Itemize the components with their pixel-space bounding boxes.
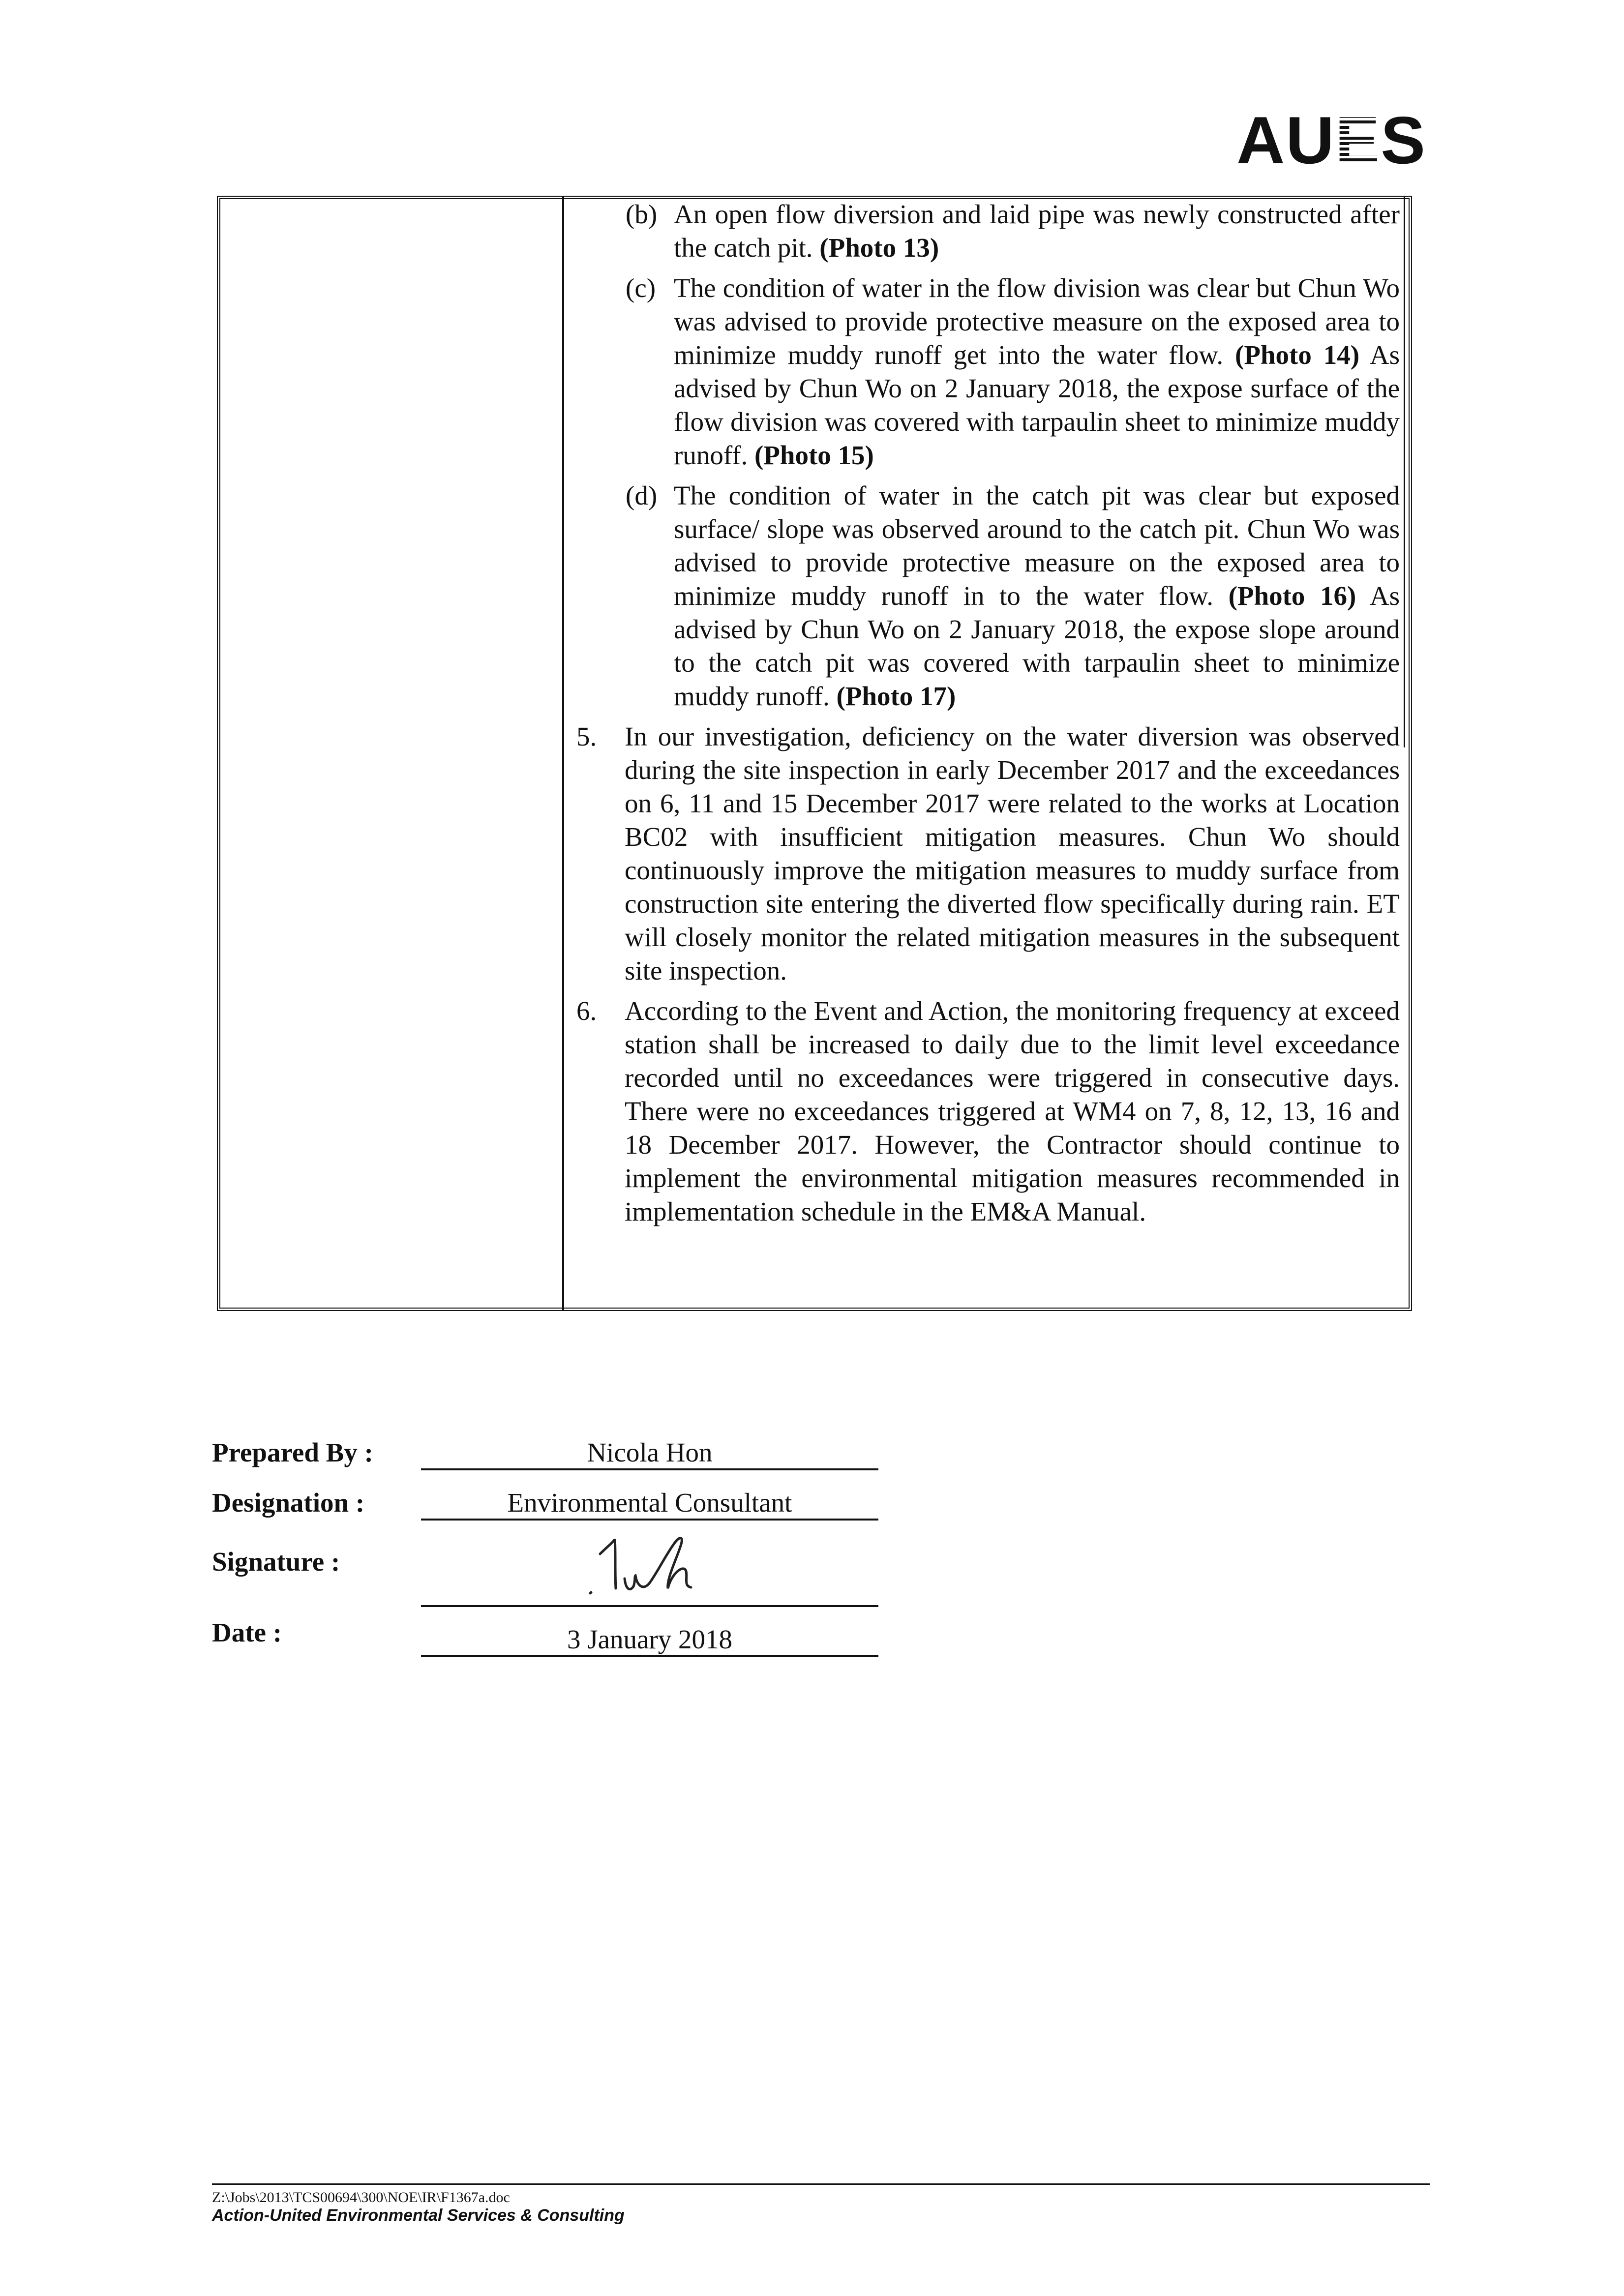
photo-reference: (Photo 15): [754, 440, 874, 470]
handwritten-signature: [580, 1524, 728, 1603]
list-text: According to the Event and Action, the monitoring frequency at exceed station shall be increased to daily due to the limit level exceedance recorded until no exceedances were triggered in consecutive days. There were no exceedances triggered at WM4 on 7, 8, 12, 13, 16 and 18 December 2017. However, the Contractor should continue to implement the environmental mitigation measures recommended in implementation schedule in the EM&A Manual.: [625, 996, 1400, 1226]
photo-reference: (Photo 16): [1228, 581, 1356, 611]
designation-label: Designation :: [212, 1488, 365, 1518]
photo-reference: (Photo 17): [836, 681, 956, 711]
designation-value: Environmental Consultant: [507, 1488, 792, 1518]
photo-reference: (Photo 14): [1235, 340, 1360, 370]
list-item-b: [575, 198, 1400, 265]
list-text: The condition of water in the catch pit was clear but exposed surface/ slope was observed around to the catch pit. Chun Wo was advised to provide protective measure on the exposed area to minimize muddy runoff in to the water flow. (Photo 16) As advised by Chun Wo on 2 January 2018, the expose slope around to the catch pit was covered with tarpaulin sheet to minimize muddy runoff. (Photo 17): [674, 480, 1400, 711]
list-text: An open flow diversion and laid pipe was newly constructed after the catch pit. (Photo 13): [674, 199, 1400, 263]
list-label: (d): [626, 480, 658, 510]
inner-box-border: [1404, 197, 1405, 747]
prepared-by-value: Nicola Hon: [587, 1437, 713, 1467]
prepared-by-label: Prepared By :: [212, 1437, 373, 1467]
list-item-d: [575, 479, 1400, 713]
prepared-by-line: [421, 1437, 878, 1470]
list-number: 5.: [576, 721, 597, 751]
date-line: [421, 1624, 878, 1657]
list-text: The condition of water in the flow division was clear but Chun Wo was advised to provide protective measure on the exposed area to minimize muddy runoff get into the water flow. (Photo 14) As advised by Chun Wo on 2 January 2018, the expose surface of the flow division was covered with tarpaulin sheet to minimize muddy runoff. (Photo 15): [674, 273, 1400, 470]
date-value: 3 January 2018: [567, 1624, 733, 1654]
list-label: (c): [626, 273, 656, 303]
photo-reference: (Photo 13): [819, 233, 939, 263]
company-logo: AUES: [1236, 103, 1426, 178]
signature-label: Signature :: [212, 1547, 340, 1577]
list-item-6: [575, 994, 1400, 1228]
list-item-5: [575, 720, 1400, 987]
list-label: (b): [626, 199, 658, 229]
list-number: 6.: [576, 996, 597, 1026]
date-label: Date :: [212, 1617, 282, 1647]
list-text: In our investigation, deficiency on the water diversion was observed during the site inspection in early December 2017 and the exceedances on 6, 11 and 15 December 2017 were related to the works at Location BC02 with insufficient mitigation measures. Chun Wo should continuously improve the mitigation measures to muddy surface from construction site entering the diverted flow specifically during rain. ET will closely monitor the related mitigation measures in the subsequent site inspection.: [625, 721, 1400, 985]
footer-company-name: Action-United Environmental Services & Consulting: [212, 2206, 625, 2225]
table-content-cell: [575, 198, 1400, 1235]
designation-line: [421, 1487, 878, 1521]
list-item-c: [575, 271, 1400, 472]
footer-file-path: Z:\Jobs\2013\TCS00694\300\NOE\IR\F1367a.doc: [212, 2189, 510, 2206]
footer-rule: [212, 2183, 1430, 2185]
table-column-divider: [562, 196, 564, 1311]
